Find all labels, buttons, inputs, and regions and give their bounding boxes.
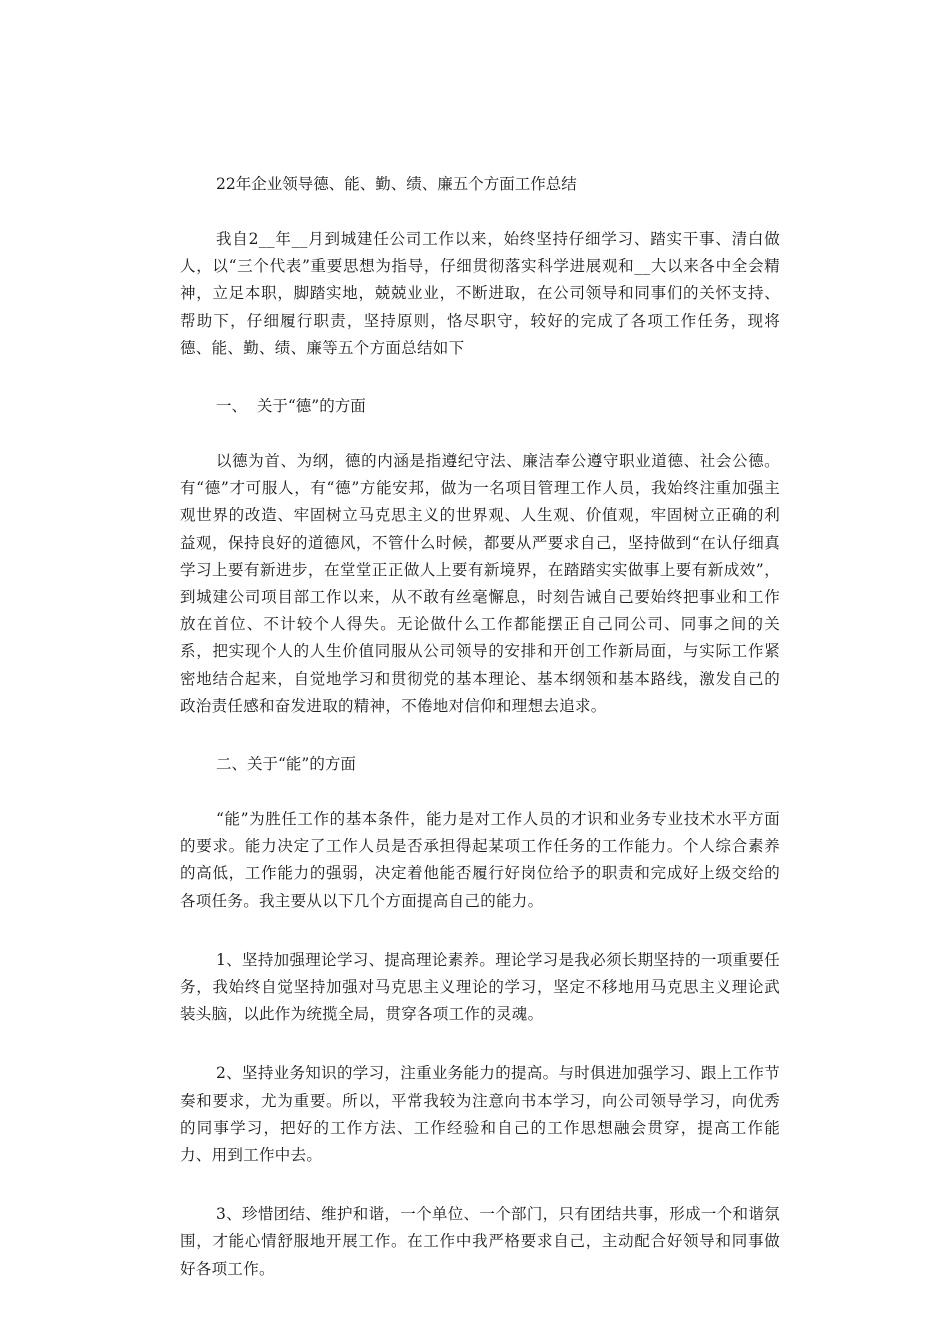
section-heading-de: 一、 关于“德”的方面 bbox=[216, 397, 366, 416]
intro-paragraph: 我自2__年__月到城建任公司工作以来，始终坚持仔细学习、踏实干事、清白做人，以“三个代表”重要思想为指导，仔细贯彻落实科学进展观和__大以来各中全会精神，立足本职，脚踏实地，兢兢业业，不断进取，在公司领导和同事们的关怀支持、帮助下，仔细履行职责，坚持原则，恪尽职守，较好的完成了各项工作任务，现将德、能、勤、绩、廉等五个方面总结如下 bbox=[180, 230, 780, 357]
section-body-neng: “能”为胜任工作的基本条件，能力是对工作人员的才识和业务专业技术水平方面的要求。能力决定了工作人员是否承担得起某项工作任务的工作能力。个人综合素养的高低，工作能力的强弱，决定着他能否履行好岗位给予的职责和完成好上级交给的各项任务。我主要从以下几个方面提高自己的能力。 bbox=[180, 810, 780, 910]
list-item-3: 3、珍惜团结、维护和谐，一个单位、一个部门，只有团结共事，形成一个和谐氛围，才能心情舒服地开展工作。在工作中我严格要求自己，主动配合好领导和同事做好各项工作。 bbox=[180, 1205, 780, 1278]
list-item-2: 2、坚持业务知识的学习，注重业务能力的提高。与时俱进加强学习、跟上工作节奏和要求，尤为重要。所以，平常我较为注意向书本学习，向公司领导学习，向优秀的同事学习，把好的工作方法、工作经验和自己的工作思想融会贯穿，提高工作能力、用到工作中去。 bbox=[180, 1064, 780, 1165]
list-item-1: 1、坚持加强理论学习、提高理论素养。理论学习是我必须长期坚持的一项重要任务，我始终自觉坚持加强对马克思主义理论的学习，坚定不移地用马克思主义理论武装头脑，以此作为统揽全局，贯穿各项工作的灵魂。 bbox=[180, 950, 780, 1024]
document-title: 22年企业领导德、能、勤、绩、廉五个方面工作总结 bbox=[216, 175, 577, 193]
section-body-de: 以德为首、为纲，德的内涵是指遵纪守法、廉洁奉公遵守职业道德、社会公德。有“德”才可服人，有“德”方能安邦，做为一名项目管理工作人员，我始终注重加强主观世界的改造、牢固树立马克思主义的世界观、人生观、价值观，牢固树立正确的利益观，保持良好的道德风，不管什么时候，都要从严要求自己，坚持做到“在认仔细真学习上要有新进步，在堂堂正正做人上要有新境界，在踏踏实实做事上要有新成效”，到城建公司项目部工作以来，从不敢有丝毫懈息，时刻告诫自己要始终把事业和工作放在首位、不计较个人得失。无论做什么工作都能摆正自己同公司、同事之间的关系，把实现个人的人生价值同服从公司领导的安排和开创工作新局面，与实际工作紧密地结合起来，自觉地学习和贯彻党的基本理论、基本纲领和基本路线，激发自己的政治责任感和奋发进取的精神，不倦地对信仰和理想去追求。 bbox=[180, 452, 780, 715]
section-heading-neng: 二、关于“能”的方面 bbox=[216, 755, 356, 774]
document-page bbox=[180, 172, 780, 1315]
